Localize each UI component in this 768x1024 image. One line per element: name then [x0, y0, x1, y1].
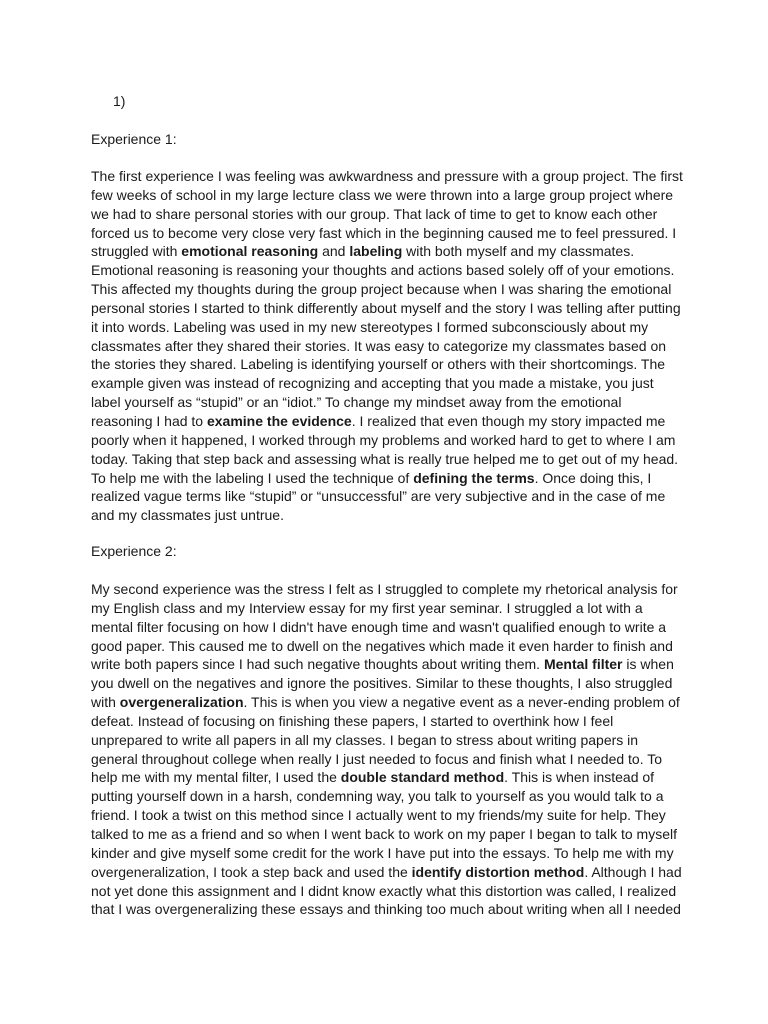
text-run: unprepared to write all papers in all my classes. I began to stress about writing papers in — [91, 731, 639, 748]
text-run: general throughout college when really I just needed to focus and finish what I needed to. To — [91, 750, 663, 767]
text-line — [91, 167, 691, 186]
text-run: classmates after they shared their stories. It was easy to categorize my classmates based on — [91, 337, 667, 354]
bold-term: double standard method — [340, 769, 505, 786]
text-run: friend. I took a twist on this method since I actually went to my friends/my suite for help. They — [91, 807, 666, 824]
text-run: mental filter focusing on how I didn't have enough time and wasn't qualified enough to write a — [91, 618, 667, 635]
text-line — [91, 712, 691, 731]
experience-1-paragraph — [91, 167, 691, 525]
text-line — [91, 637, 691, 656]
text-line — [91, 469, 691, 488]
text-line — [91, 186, 691, 205]
text-run: . This is when you view a negative event as a never-ending problem of — [243, 694, 680, 711]
text-run: defeat. Instead of focusing on finishing these papers, I started to overthink how I feel — [91, 712, 614, 729]
text-run: reasoning I had to — [91, 412, 207, 429]
list-number: 1) — [113, 93, 126, 109]
text-run: talked to me as a friend and so when I went back to work on my paper I began to talk to myself — [91, 825, 677, 842]
text-run: that I was overgeneralizing these essays and thinking too much about writing when all I needed — [91, 901, 681, 918]
text-line — [91, 731, 691, 750]
text-line — [91, 674, 691, 693]
text-run: with both myself and my classmates. — [402, 243, 635, 260]
bold-term: Mental filter — [543, 656, 623, 673]
experience-2-paragraph — [91, 580, 691, 919]
text-line — [91, 487, 691, 506]
text-line — [91, 412, 691, 431]
text-line — [91, 844, 691, 863]
bold-term: examine the evidence — [206, 412, 352, 429]
text-line — [91, 693, 691, 712]
text-line — [91, 431, 691, 450]
text-line — [91, 224, 691, 243]
text-line — [91, 750, 691, 769]
text-run: Emotional reasoning is reasoning your thoughts and actions based solely off of your emotions. — [91, 262, 675, 279]
text-run: . This is when instead of — [504, 769, 655, 786]
text-run: personal stories I started to think differently about myself and the story I was telling after putting — [91, 299, 681, 316]
text-run: struggled with — [91, 243, 182, 260]
text-line — [91, 655, 691, 674]
text-run: is when — [622, 656, 674, 673]
text-line — [91, 374, 691, 393]
text-run: poorly when it happened, I worked through my problems and worked hard to get to where I am — [91, 431, 676, 448]
bold-term: defining the terms — [413, 469, 535, 486]
text-line — [91, 205, 691, 224]
text-line — [91, 806, 691, 825]
text-line — [91, 599, 691, 618]
text-run: example given was instead of recognizing and accepting that you made a mistake, you just — [91, 375, 654, 392]
text-run: label yourself as “stupid” or an “idiot.” To change my mindset away from the emotional — [91, 394, 622, 411]
text-run: My second experience was the stress I felt as I struggled to complete my rhetorical analysis for — [91, 581, 678, 597]
text-run: my English class and my Interview essay for my first year seminar. I struggled a lot with a — [91, 599, 643, 616]
text-line — [91, 242, 691, 261]
experience-1-heading: Experience 1: — [91, 131, 177, 147]
bold-term: identify distortion method — [411, 863, 585, 880]
text-run: overgeneralization, I took a step back and used the — [91, 863, 412, 880]
text-run: the stories they shared. Labeling is identifying yourself or others with their shortcomings. The — [91, 356, 666, 373]
text-run: today. Taking that step back and assessing what is really true helped me to get out of my head. — [91, 450, 679, 467]
text-run: putting yourself down in a harsh, condemning way, you talk to yourself as you would talk to a — [91, 788, 664, 805]
text-line — [91, 787, 691, 806]
text-run: and — [318, 243, 350, 260]
text-line — [91, 825, 691, 844]
text-run: few weeks of school in my large lecture class we were thrown into a large group project where — [91, 186, 674, 203]
bold-term: labeling — [349, 243, 403, 260]
text-line — [91, 450, 691, 469]
text-run: help me with my mental filter, I used the — [91, 769, 341, 786]
text-line — [91, 280, 691, 299]
text-run: . Once doing this, I — [534, 469, 652, 486]
text-run: To help me with the labeling I used the technique of — [91, 469, 414, 486]
text-run: forced us to become very close very fast which in the beginning caused me to feel pressured. I — [91, 224, 677, 241]
text-line — [91, 882, 691, 901]
bold-term: emotional reasoning — [181, 243, 319, 260]
text-run: good paper. This caused me to dwell on the negatives which made it even harder to finish and — [91, 637, 673, 654]
text-run: you dwell on the negatives and ignore the positives. Similar to these thoughts, I also struggled — [91, 675, 673, 692]
text-run: it into words. Labeling was used in my new stereotypes I formed subconsciously about my — [91, 318, 649, 335]
text-run: . Although I had — [584, 863, 682, 880]
text-run: not yet done this assignment and I didnt know exactly what this distortion was called, I realized — [91, 882, 677, 899]
text-line — [91, 618, 691, 637]
bold-term: overgeneralization — [119, 694, 244, 711]
text-run: This affected my thoughts during the group project because when I was sharing the emotional — [91, 281, 672, 298]
text-line — [91, 355, 691, 374]
text-line — [91, 337, 691, 356]
text-line — [91, 261, 691, 280]
text-line — [91, 900, 691, 919]
text-run: write both papers since I had such negative thoughts about writing them. — [91, 656, 544, 673]
text-run: and my classmates just untrue. — [91, 507, 284, 524]
text-line — [91, 506, 691, 525]
text-line — [91, 393, 691, 412]
text-line — [91, 318, 691, 337]
text-line — [91, 768, 691, 787]
experience-2-heading: Experience 2: — [91, 543, 177, 559]
text-run: we had to share personal stories with our group. That lack of time to get to know each other — [91, 205, 658, 222]
text-line — [91, 299, 691, 318]
text-run: with — [91, 694, 120, 711]
text-line — [91, 580, 691, 599]
text-run: The first experience I was feeling was awkwardness and pressure with a group project. The first — [91, 168, 683, 184]
text-run: realized vague terms like “stupid” or “unsuccessful” are very subjective and in the case of me — [91, 488, 666, 505]
text-run: kinder and give myself some credit for the work I have put into the essays. To help me with my — [91, 844, 674, 861]
text-line — [91, 863, 691, 882]
text-run: . I realized that even though my story impacted me — [351, 412, 666, 429]
